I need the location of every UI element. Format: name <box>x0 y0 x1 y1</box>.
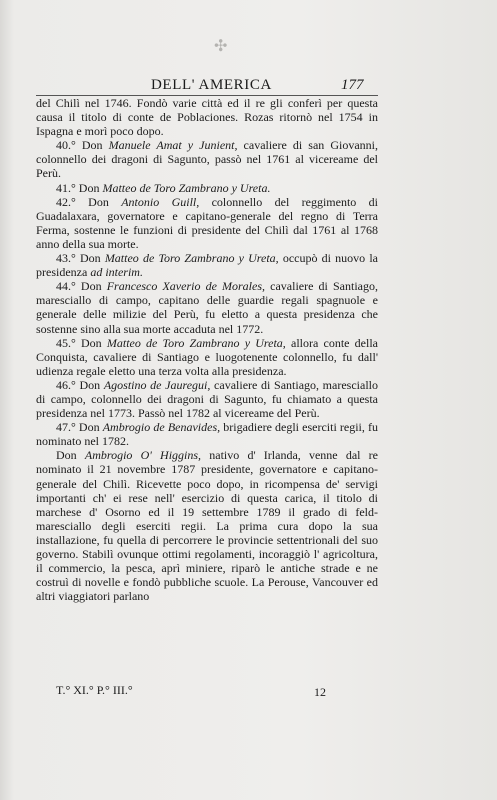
italic-name: Manuele Amat y Junient, <box>108 138 238 153</box>
text-run: 46.° Don <box>56 377 104 392</box>
text-run: 40.° Don <box>56 138 109 153</box>
paragraph-p5 <box>36 251 378 279</box>
paragraph-p10 <box>36 448 378 603</box>
text-run: brigadiere degli eserciti regii, fu nominato nel 1782. <box>36 420 378 449</box>
text-run: 43.° Don <box>56 251 105 266</box>
paragraph-p4 <box>36 195 378 251</box>
paragraph-p8 <box>36 378 378 420</box>
text-run: cavaliere di san Giovanni, colonnello dei dragoni di Sagunto, passò nel 1761 al vicereame del Perù. <box>36 138 378 181</box>
text-run: Don <box>56 448 85 463</box>
volume-signature: T.° XI.° P.° III.° <box>56 683 133 697</box>
text-run: 42.° Don <box>56 194 122 209</box>
page-number: 177 <box>341 77 364 93</box>
italic-name: Agostino de Jauregui, <box>103 377 211 392</box>
flourish-ornament-icon: ✣ <box>214 36 228 55</box>
running-header <box>36 77 376 95</box>
text-run: nativo d' Irlanda, venne dal re nominato il 21 novembre 1787 presidente, governatore e capitano-generale del Chilì. Ricevette poco dopo, in ricompensa de' servigi importanti ch' ei rese nell' esercizio di questa carica, il titolo di marchese d' Osorno ed il 19 settembre 1789 il grado di feld-maresciallo degli eserciti regii. La prima cura dopo la sua installazione, fu quella di percorrere le provincie settentrionali del suo governo. Stabilì ovunque ottimi regolamenti, incoraggiò l' agricoltura, il commercio, la pesca, aprì miniere, riparò le antiche strade e ne costruì di novelle e fondò pubbliche scuole. La Perouse, Vancouver ed altri viaggiatori parlano <box>36 448 378 604</box>
running-title: DELL' AMERICA <box>151 77 272 93</box>
text-run: cavaliere di Santiago, maresciallo di campo, colonnello dei dragoni di Sagunto, fu chiamato a questa presidenza nel 1773. Passò nel 1782 al vicereame del Perù. <box>36 377 378 421</box>
paragraph-p9 <box>36 420 378 448</box>
italic-name: Ambrogio de Benavides, <box>102 420 221 435</box>
sheet-number: 12 <box>314 685 326 699</box>
italic-name: Matteo de Toro Zambrano y Ureta, <box>104 251 279 266</box>
page-footer <box>36 683 378 699</box>
text-run: 41.° Don <box>56 180 103 195</box>
text-run: del Chilì nel 1746. Fondò varie città ed il re gli conferì per questa causa il titolo di conte de Poblaciones. Rozas ritornò nel 1754 in Ispagna e morì poco dopo. <box>36 96 378 139</box>
text-run: cavaliere di Santiago, maresciallo di campo, capitano delle guardie regali spagnuole e generale delle milizie del Perù, fu eletto a questa presidenza che sostenne sino alla sua morte accaduta nel 1772. <box>36 279 378 336</box>
paragraph-p3 <box>36 181 378 195</box>
italic-name: Ambrogio O' Higgins, <box>84 448 202 463</box>
italic-name: ad interim. <box>90 265 143 280</box>
text-run: 47.° Don <box>56 420 103 435</box>
paragraph-p6 <box>36 279 378 335</box>
body-text <box>36 96 378 603</box>
paragraph-p1 <box>36 96 378 138</box>
italic-name: Antonio Guill, <box>121 194 200 209</box>
text-run: 44.° Don <box>56 279 107 294</box>
text-run: colonnello del reggimento di Guadalaxara, governatore e capitano-generale del regno di Terra Ferma, sostenne le funzioni di presidente del Chilì dal 1761 al 1768 anno della sua morte. <box>36 194 378 251</box>
text-run: 45.° Don <box>56 335 107 350</box>
text-run: allora conte della Conquista, cavaliere di Santiago e luogotenente colonnello, fu dall' udienza regale eletto una terza volta alla presidenza. <box>36 335 379 378</box>
italic-name: Matteo de Toro Zambrano y Ureta, <box>106 335 286 350</box>
text-run: occupò di nuovo la presidenza <box>36 251 379 280</box>
italic-name: Matteo de Toro Zambrano y Ureta. <box>102 180 271 195</box>
paragraph-p2 <box>36 138 378 180</box>
paragraph-p7 <box>36 336 378 378</box>
italic-name: Francesco Xaverio de Morales, <box>106 279 266 294</box>
